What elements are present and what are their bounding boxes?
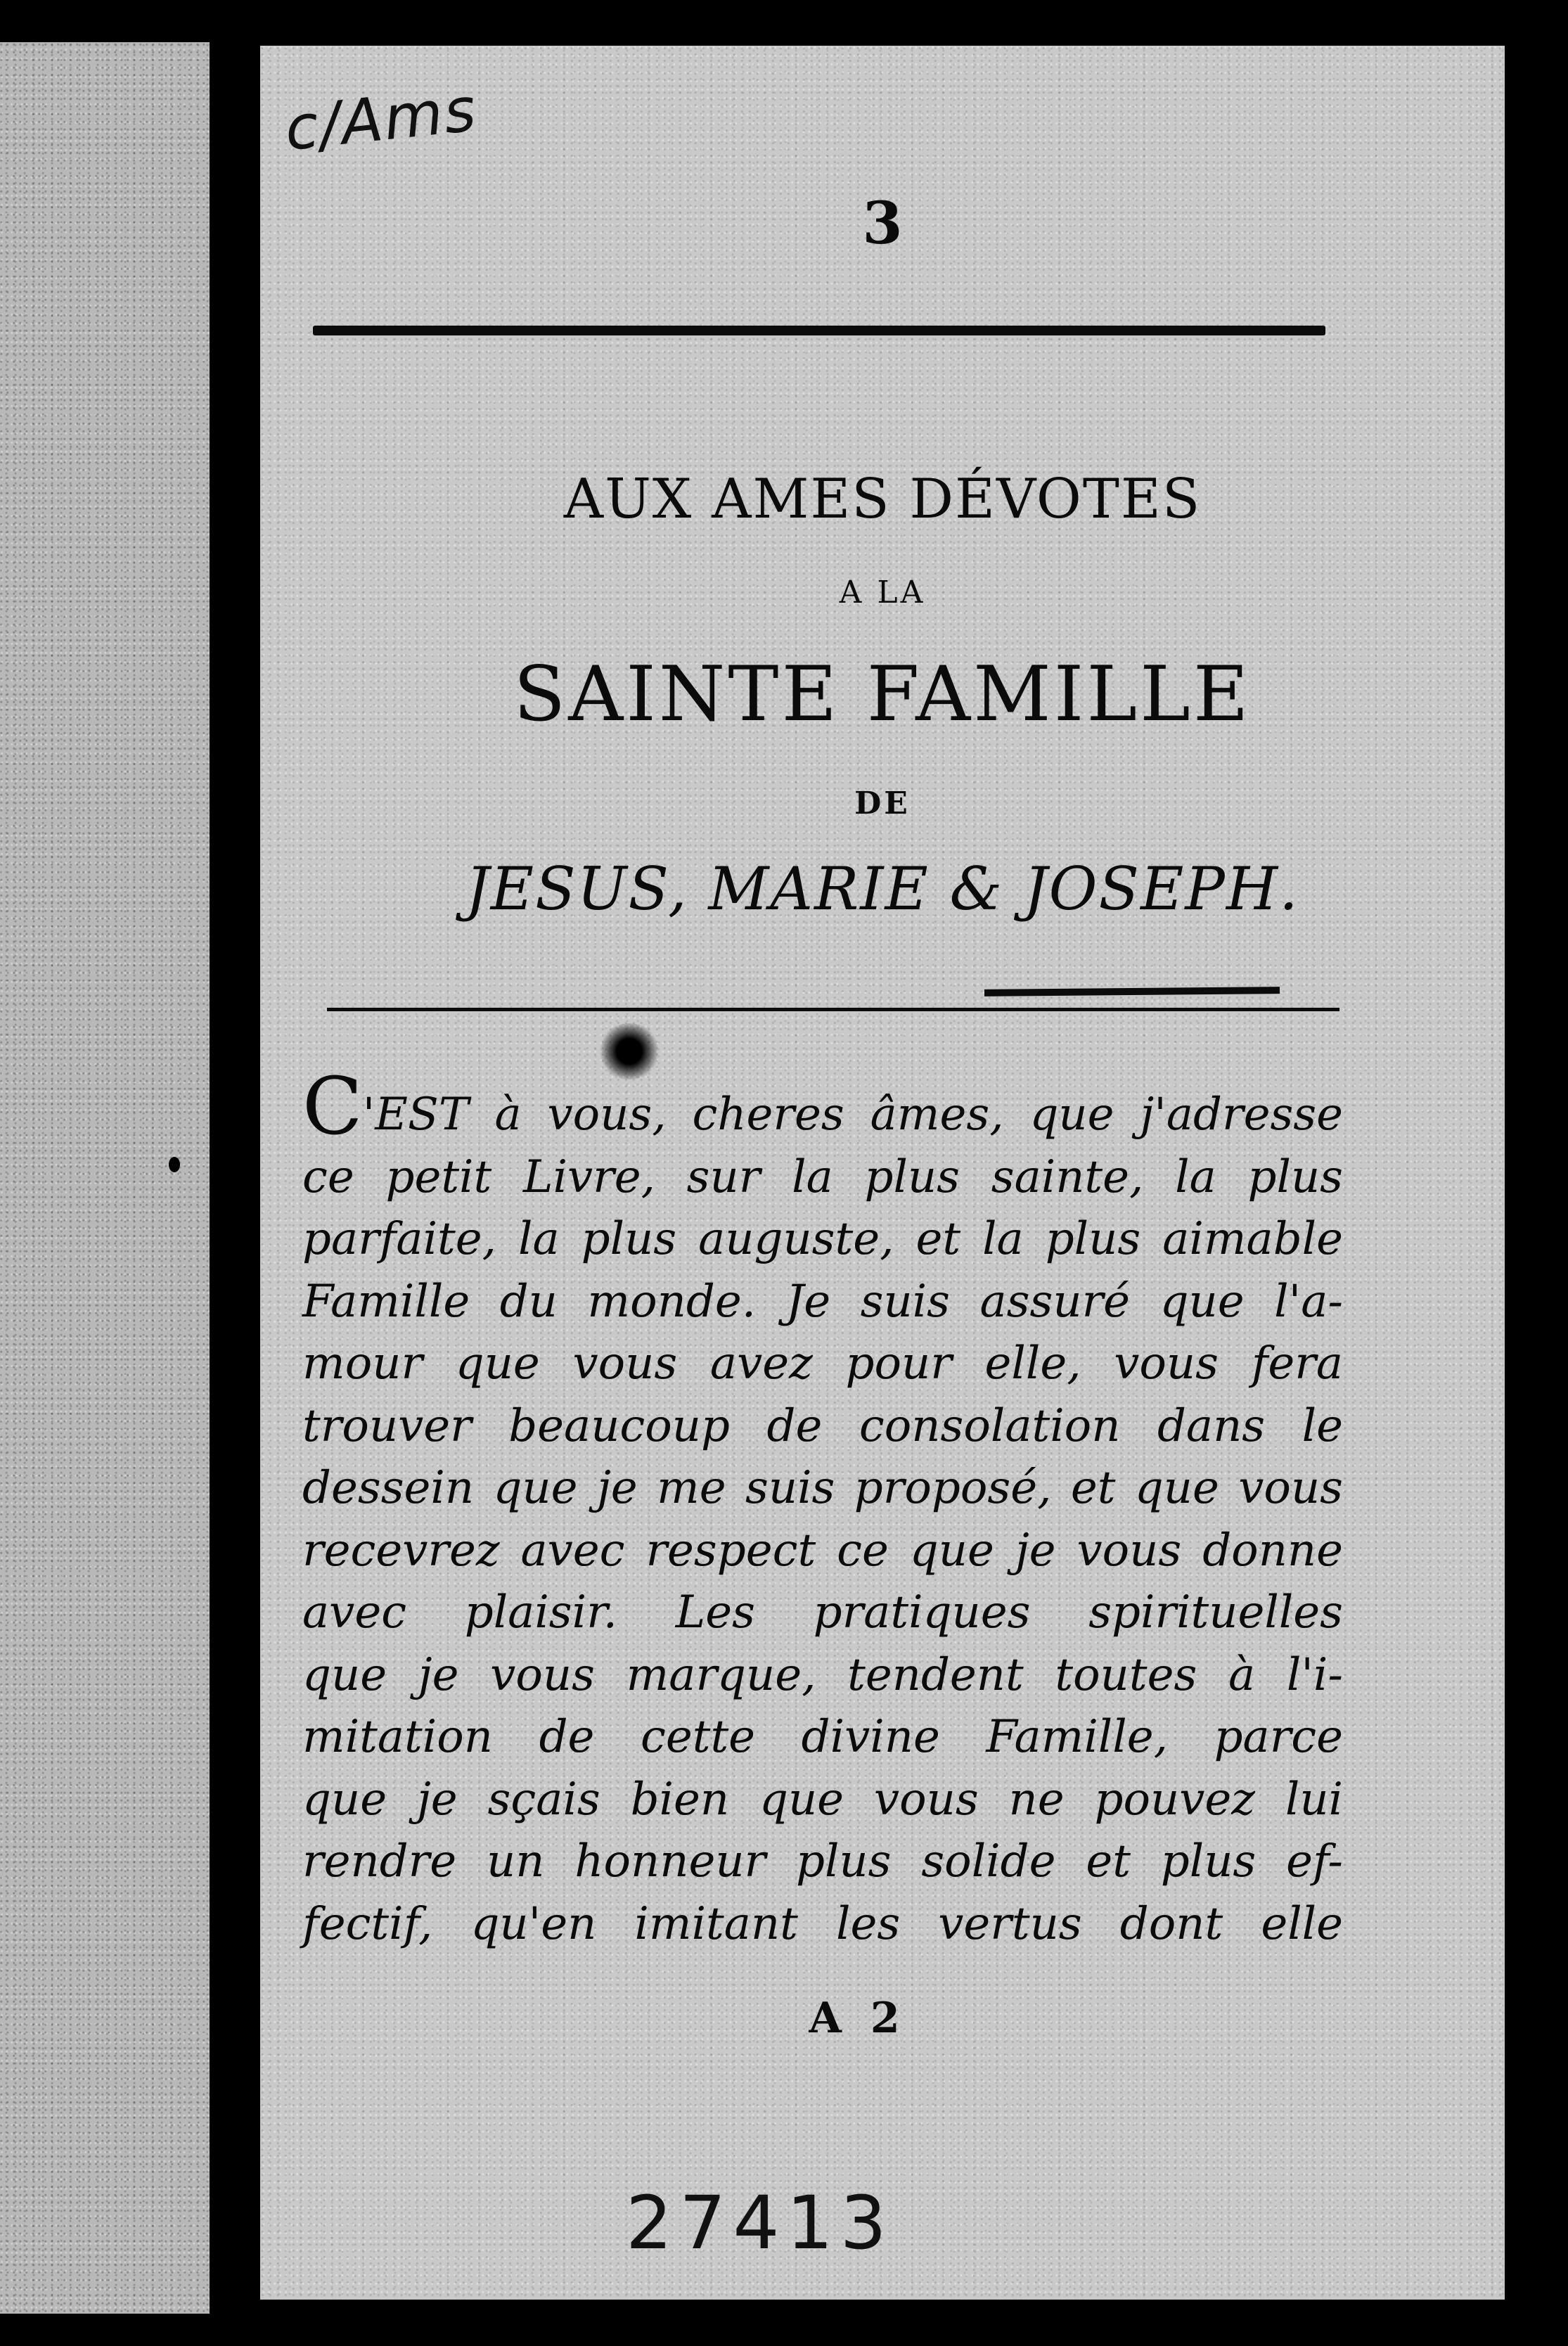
title-line-1: AUX AMES DÉVOTES bbox=[563, 468, 1202, 531]
body-line: que je sçais bien que vous ne pouvez lui bbox=[302, 1773, 1343, 1826]
ornamental-rule-thick bbox=[984, 987, 1280, 996]
body-line: avec plaisir. Les pratiques spirituelles bbox=[302, 1587, 1343, 1639]
body-line: mour que vous avez pour elle, vous fera bbox=[302, 1338, 1343, 1390]
title-line-2: A LA bbox=[839, 575, 926, 610]
body-paragraph bbox=[302, 1061, 1343, 1955]
body-line: dessein que je me suis proposé, et que vous bbox=[302, 1462, 1343, 1514]
ink-blot bbox=[598, 1023, 661, 1079]
page-number: 3 bbox=[862, 190, 903, 257]
body-line: mitation de cette divine Famille, parce bbox=[302, 1711, 1343, 1763]
body-line: C'EST à vous, cheres âmes, que j'adresse bbox=[302, 1061, 1343, 1153]
body-line: fectif, qu'en imitant les vertus dont elle bbox=[302, 1897, 1343, 1950]
body-line: trouver beaucoup de consolation dans le bbox=[302, 1399, 1343, 1452]
ink-speck bbox=[169, 1157, 180, 1172]
handwritten-annotation-bottom: 27413 bbox=[626, 2180, 894, 2266]
body-line: parfaite, la plus auguste, et la plus aimable bbox=[302, 1213, 1343, 1265]
ornamental-rule bbox=[327, 1008, 1339, 1011]
title-line-4: DE bbox=[854, 786, 911, 821]
title-line-5: JESUS, MARIE & JOSEPH. bbox=[465, 854, 1299, 923]
handwritten-annotation-top: c/Ams bbox=[281, 74, 481, 165]
title-line-3: SAINTE FAMILLE bbox=[513, 650, 1252, 738]
body-line: ce petit Livre, sur la plus sainte, la plus bbox=[302, 1150, 1343, 1203]
body-line: Famille du monde. Je suis assuré que l'a- bbox=[302, 1275, 1343, 1328]
book-page bbox=[260, 46, 1505, 2300]
header-rule bbox=[313, 326, 1325, 335]
body-line: que je vous marque, tendent toutes à l'i- bbox=[302, 1648, 1343, 1701]
facing-page-left bbox=[0, 42, 210, 2314]
body-line: rendre un honneur plus solide et plus ef- bbox=[302, 1835, 1343, 1887]
signature-mark: A 2 bbox=[809, 1994, 907, 2043]
book-gutter bbox=[210, 0, 260, 2346]
drop-cap: C bbox=[302, 1061, 363, 1153]
body-line: recevrez avec respect ce que je vous donne bbox=[302, 1524, 1343, 1577]
